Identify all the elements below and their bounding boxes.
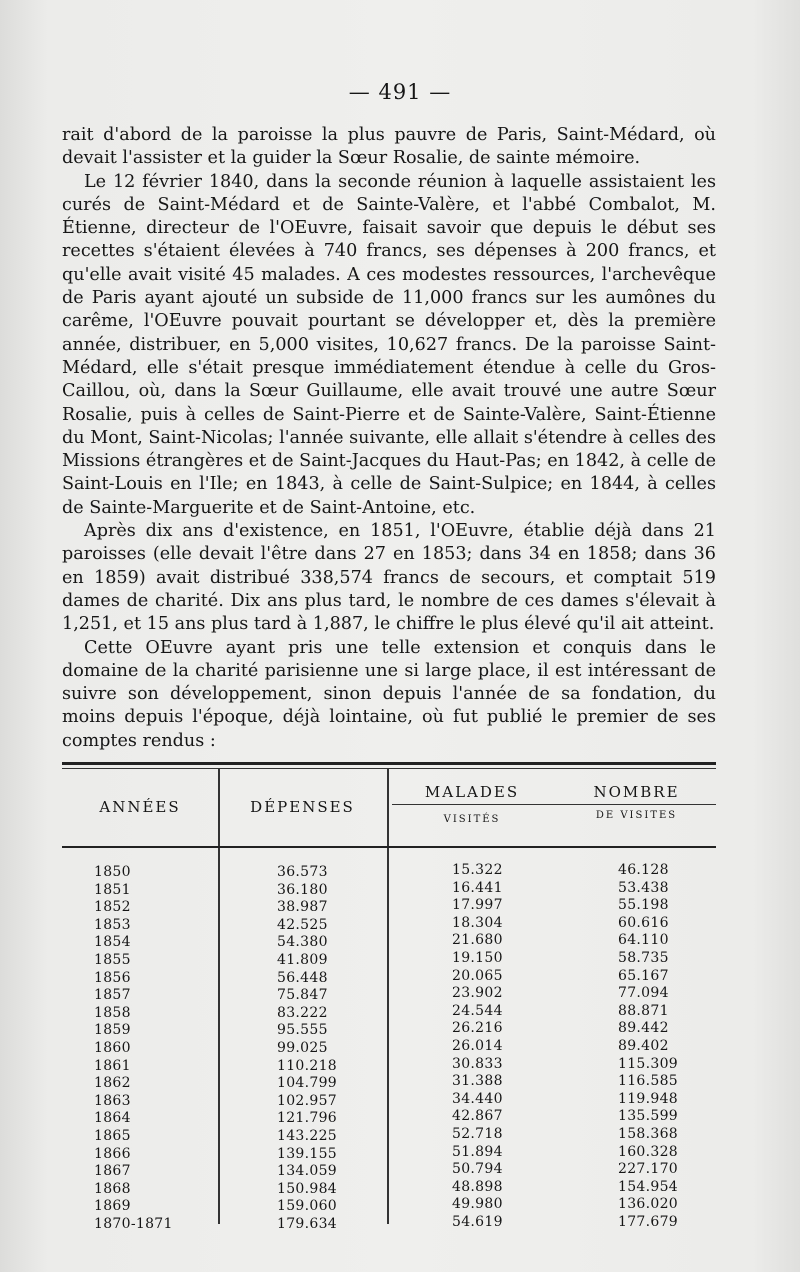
table-cell-year: 1855 bbox=[94, 951, 131, 968]
table-cell-visits: 115.309 bbox=[618, 1055, 678, 1072]
table-cell-visits: 135.599 bbox=[618, 1108, 678, 1125]
table-cell-visits: 64.110 bbox=[618, 932, 669, 949]
table-cell-expense: 36.180 bbox=[277, 881, 328, 898]
table-cell-visits: 89.442 bbox=[618, 1020, 669, 1037]
table-cell-expense: 38.987 bbox=[277, 899, 328, 916]
table-cell-visits: 154.954 bbox=[618, 1178, 678, 1195]
paragraph-2: Le 12 février 1840, dans la seconde réunion à laquelle assistaient les curés de Saint-Médard et de Sainte-Valère, et l'abbé Combalot, M. Étienne, directeur de l'OEuvre, faisait savoir que depuis le début ses recettes s'étaient élevées à 740 francs, ses dépenses à 200 francs, et qu'elle avait visité 45 malades. A ces modestes ressources, l'archevêque de Paris ayant ajouté un subside de 11,000 francs sur les aumônes du carême, l'OEuvre pouvait pourtant se développer et, dès la première année, distribuer, en 5,000 visites, 10,627 francs. De la paroisse Saint-Médard, elle s'était presque immédiatement étendue à celle du Gros-Caillou, où, dans la Sœur Guillaume, elle avait trouvé une autre Sœur Rosalie, puis à celles de Saint-Pierre et de Sainte-Valère, Saint-Étienne du Mont, Saint-Nicolas; l'année suivante, elle allait s'étendre à celles des Missions étrangères et de Saint-Jacques du Haut-Pas; en 1842, à celle de Saint-Louis en l'Ile; en 1843, à celle de Saint-Sulpice; en 1844, à celles de Sainte-Marguerite et de Saint-Antoine, etc. bbox=[62, 171, 716, 518]
table-cell-sick: 21.680 bbox=[452, 932, 503, 949]
table-cell-sick: 18.304 bbox=[452, 914, 503, 931]
table-cell-sick: 26.216 bbox=[452, 1020, 503, 1037]
table-cell-expense: 56.448 bbox=[277, 969, 328, 986]
table-cell-visits: 89.402 bbox=[618, 1037, 669, 1054]
header-visits-sub: DE VISITES bbox=[595, 810, 678, 821]
table-cell-expense: 139.155 bbox=[277, 1145, 337, 1162]
table-cell-year: 1854 bbox=[94, 934, 131, 951]
table-cell-expense: 95.555 bbox=[277, 1022, 328, 1039]
header-bottom-rule bbox=[62, 846, 716, 848]
column-divider bbox=[218, 769, 220, 1224]
table-cell-expense: 36.573 bbox=[277, 864, 328, 880]
table-cell-sick: 48.898 bbox=[452, 1178, 503, 1195]
table-cell-sick: 54.619 bbox=[452, 1213, 503, 1230]
table-cell-visits: 77.094 bbox=[618, 985, 669, 1002]
table-cell-year: 1858 bbox=[94, 1004, 131, 1021]
table-cell-expense: 102.957 bbox=[277, 1092, 337, 1109]
table-cell-expense: 83.222 bbox=[277, 1004, 328, 1021]
table-cell-expense: 179.634 bbox=[277, 1215, 337, 1232]
statistics-table bbox=[62, 762, 716, 1232]
table-cell-visits: 119.948 bbox=[618, 1090, 678, 1107]
table-cell-year: 1860 bbox=[94, 1039, 131, 1056]
table-cell-sick: 51.894 bbox=[452, 1143, 503, 1160]
table-cell-year: 1868 bbox=[94, 1180, 131, 1197]
table-cell-sick: 24.544 bbox=[452, 1002, 503, 1019]
table-cell-visits: 177.679 bbox=[618, 1213, 678, 1230]
header-sick: MALADES bbox=[424, 783, 520, 801]
table-cell-sick: 19.150 bbox=[452, 949, 503, 966]
table-cell-year: 1863 bbox=[94, 1092, 131, 1109]
body-text bbox=[62, 124, 716, 753]
paragraph-3: Après dix ans d'existence, en 1851, l'OEuvre, établie déjà dans 21 paroisses (elle devait l'être dans 27 en 1853; dans 34 en 1858; dans 36 en 1859) avait distribué 338,574 francs de secours, et comptait 519 dames de charité. Dix ans plus tard, le nombre de ces dames s'élevait à 1,251, et 15 ans plus tard à 1,887, le chiffre le plus élevé qu'il ait atteint. bbox=[62, 521, 716, 635]
paragraph-1: rait d'abord de la paroisse la plus pauvre de Paris, Saint-Médard, où devait l'assister et la guider la Sœur Rosalie, de sainte mémoire. bbox=[62, 125, 716, 169]
table-cell-expense: 134.059 bbox=[277, 1163, 337, 1180]
table-cell-visits: 88.871 bbox=[618, 1002, 669, 1019]
column-years bbox=[94, 864, 214, 1233]
table-cell-year: 1866 bbox=[94, 1145, 131, 1162]
table-cell-year: 1867 bbox=[94, 1163, 131, 1180]
table-top-rule bbox=[62, 762, 716, 765]
header-subrule bbox=[392, 804, 716, 805]
table-cell-year: 1853 bbox=[94, 916, 131, 933]
table-cell-visits: 160.328 bbox=[618, 1143, 678, 1160]
table-cell-visits: 65.167 bbox=[618, 967, 669, 984]
table-cell-visits: 136.020 bbox=[618, 1196, 678, 1213]
header-years: ANNÉES bbox=[99, 798, 181, 816]
table-cell-expense: 159.060 bbox=[277, 1198, 337, 1215]
table-cell-expense: 121.796 bbox=[277, 1110, 337, 1127]
column-divider bbox=[387, 769, 389, 1224]
header-visits: NOMBRE bbox=[593, 783, 680, 801]
column-sick-visited bbox=[452, 862, 542, 1231]
table-cell-visits: 53.438 bbox=[618, 879, 669, 896]
table-cell-year: 1851 bbox=[94, 881, 131, 898]
table-cell-visits: 55.198 bbox=[618, 897, 669, 914]
table-cell-year: 1862 bbox=[94, 1075, 131, 1092]
table-cell-sick: 34.440 bbox=[452, 1090, 503, 1107]
table-cell-expense: 54.380 bbox=[277, 934, 328, 951]
table-cell-year: 1861 bbox=[94, 1057, 131, 1074]
table-cell-sick: 26.014 bbox=[452, 1037, 503, 1054]
column-visits bbox=[618, 862, 708, 1231]
table-cell-expense: 150.984 bbox=[277, 1180, 337, 1197]
table-cell-expense: 42.525 bbox=[277, 916, 328, 933]
table-cell-expense: 41.809 bbox=[277, 951, 328, 968]
table-cell-year: 1865 bbox=[94, 1127, 131, 1144]
header-sick-sub: VISITÉS bbox=[443, 814, 501, 825]
table-cell-sick: 52.718 bbox=[452, 1125, 503, 1142]
table-cell-expense: 143.225 bbox=[277, 1127, 337, 1144]
paragraph-4: Cette OEuvre ayant pris une telle extension et conquis dans le domaine de la charité parisienne une si large place, il est intéressant de suivre son développement, sinon depuis l'année de sa fondation, du moins depuis l'époque, déjà lointaine, où fut publié le premier de ses comptes rendus : bbox=[62, 637, 716, 751]
table-cell-sick: 31.388 bbox=[452, 1073, 503, 1090]
table-cell-visits: 116.585 bbox=[618, 1073, 678, 1090]
table-cell-visits: 60.616 bbox=[618, 914, 669, 931]
table-cell-year: 1864 bbox=[94, 1110, 131, 1127]
table-cell-sick: 50.794 bbox=[452, 1161, 503, 1178]
table-cell-visits: 58.735 bbox=[618, 949, 669, 966]
table-cell-sick: 20.065 bbox=[452, 967, 503, 984]
table-cell-sick: 30.833 bbox=[452, 1055, 503, 1072]
table-cell-year: 1857 bbox=[94, 987, 131, 1004]
table-cell-year: 1856 bbox=[94, 969, 131, 986]
table-cell-sick: 15.322 bbox=[452, 862, 503, 878]
column-expenses bbox=[277, 864, 367, 1233]
page-number: — 491 — bbox=[348, 80, 452, 104]
table-cell-sick: 17.997 bbox=[452, 897, 503, 914]
header-expenses: DÉPENSES bbox=[250, 798, 355, 816]
table-cell-visits: 227.170 bbox=[618, 1161, 678, 1178]
table-cell-visits: 158.368 bbox=[618, 1125, 678, 1142]
table-cell-year: 1869 bbox=[94, 1198, 131, 1215]
table-cell-year: 1870-1871 bbox=[94, 1215, 173, 1232]
table-cell-visits: 46.128 bbox=[618, 862, 669, 878]
table-cell-sick: 23.902 bbox=[452, 985, 503, 1002]
table-cell-year: 1859 bbox=[94, 1022, 131, 1039]
table-cell-year: 1852 bbox=[94, 899, 131, 916]
table-cell-expense: 75.847 bbox=[277, 987, 328, 1004]
table-cell-expense: 104.799 bbox=[277, 1075, 337, 1092]
table-cell-sick: 49.980 bbox=[452, 1196, 503, 1213]
table-top-rule-thin bbox=[62, 768, 716, 769]
table-cell-expense: 110.218 bbox=[277, 1057, 337, 1074]
table-cell-year: 1850 bbox=[94, 864, 131, 880]
table-cell-sick: 42.867 bbox=[452, 1108, 503, 1125]
table-cell-expense: 99.025 bbox=[277, 1039, 328, 1056]
table-cell-sick: 16.441 bbox=[452, 879, 503, 896]
